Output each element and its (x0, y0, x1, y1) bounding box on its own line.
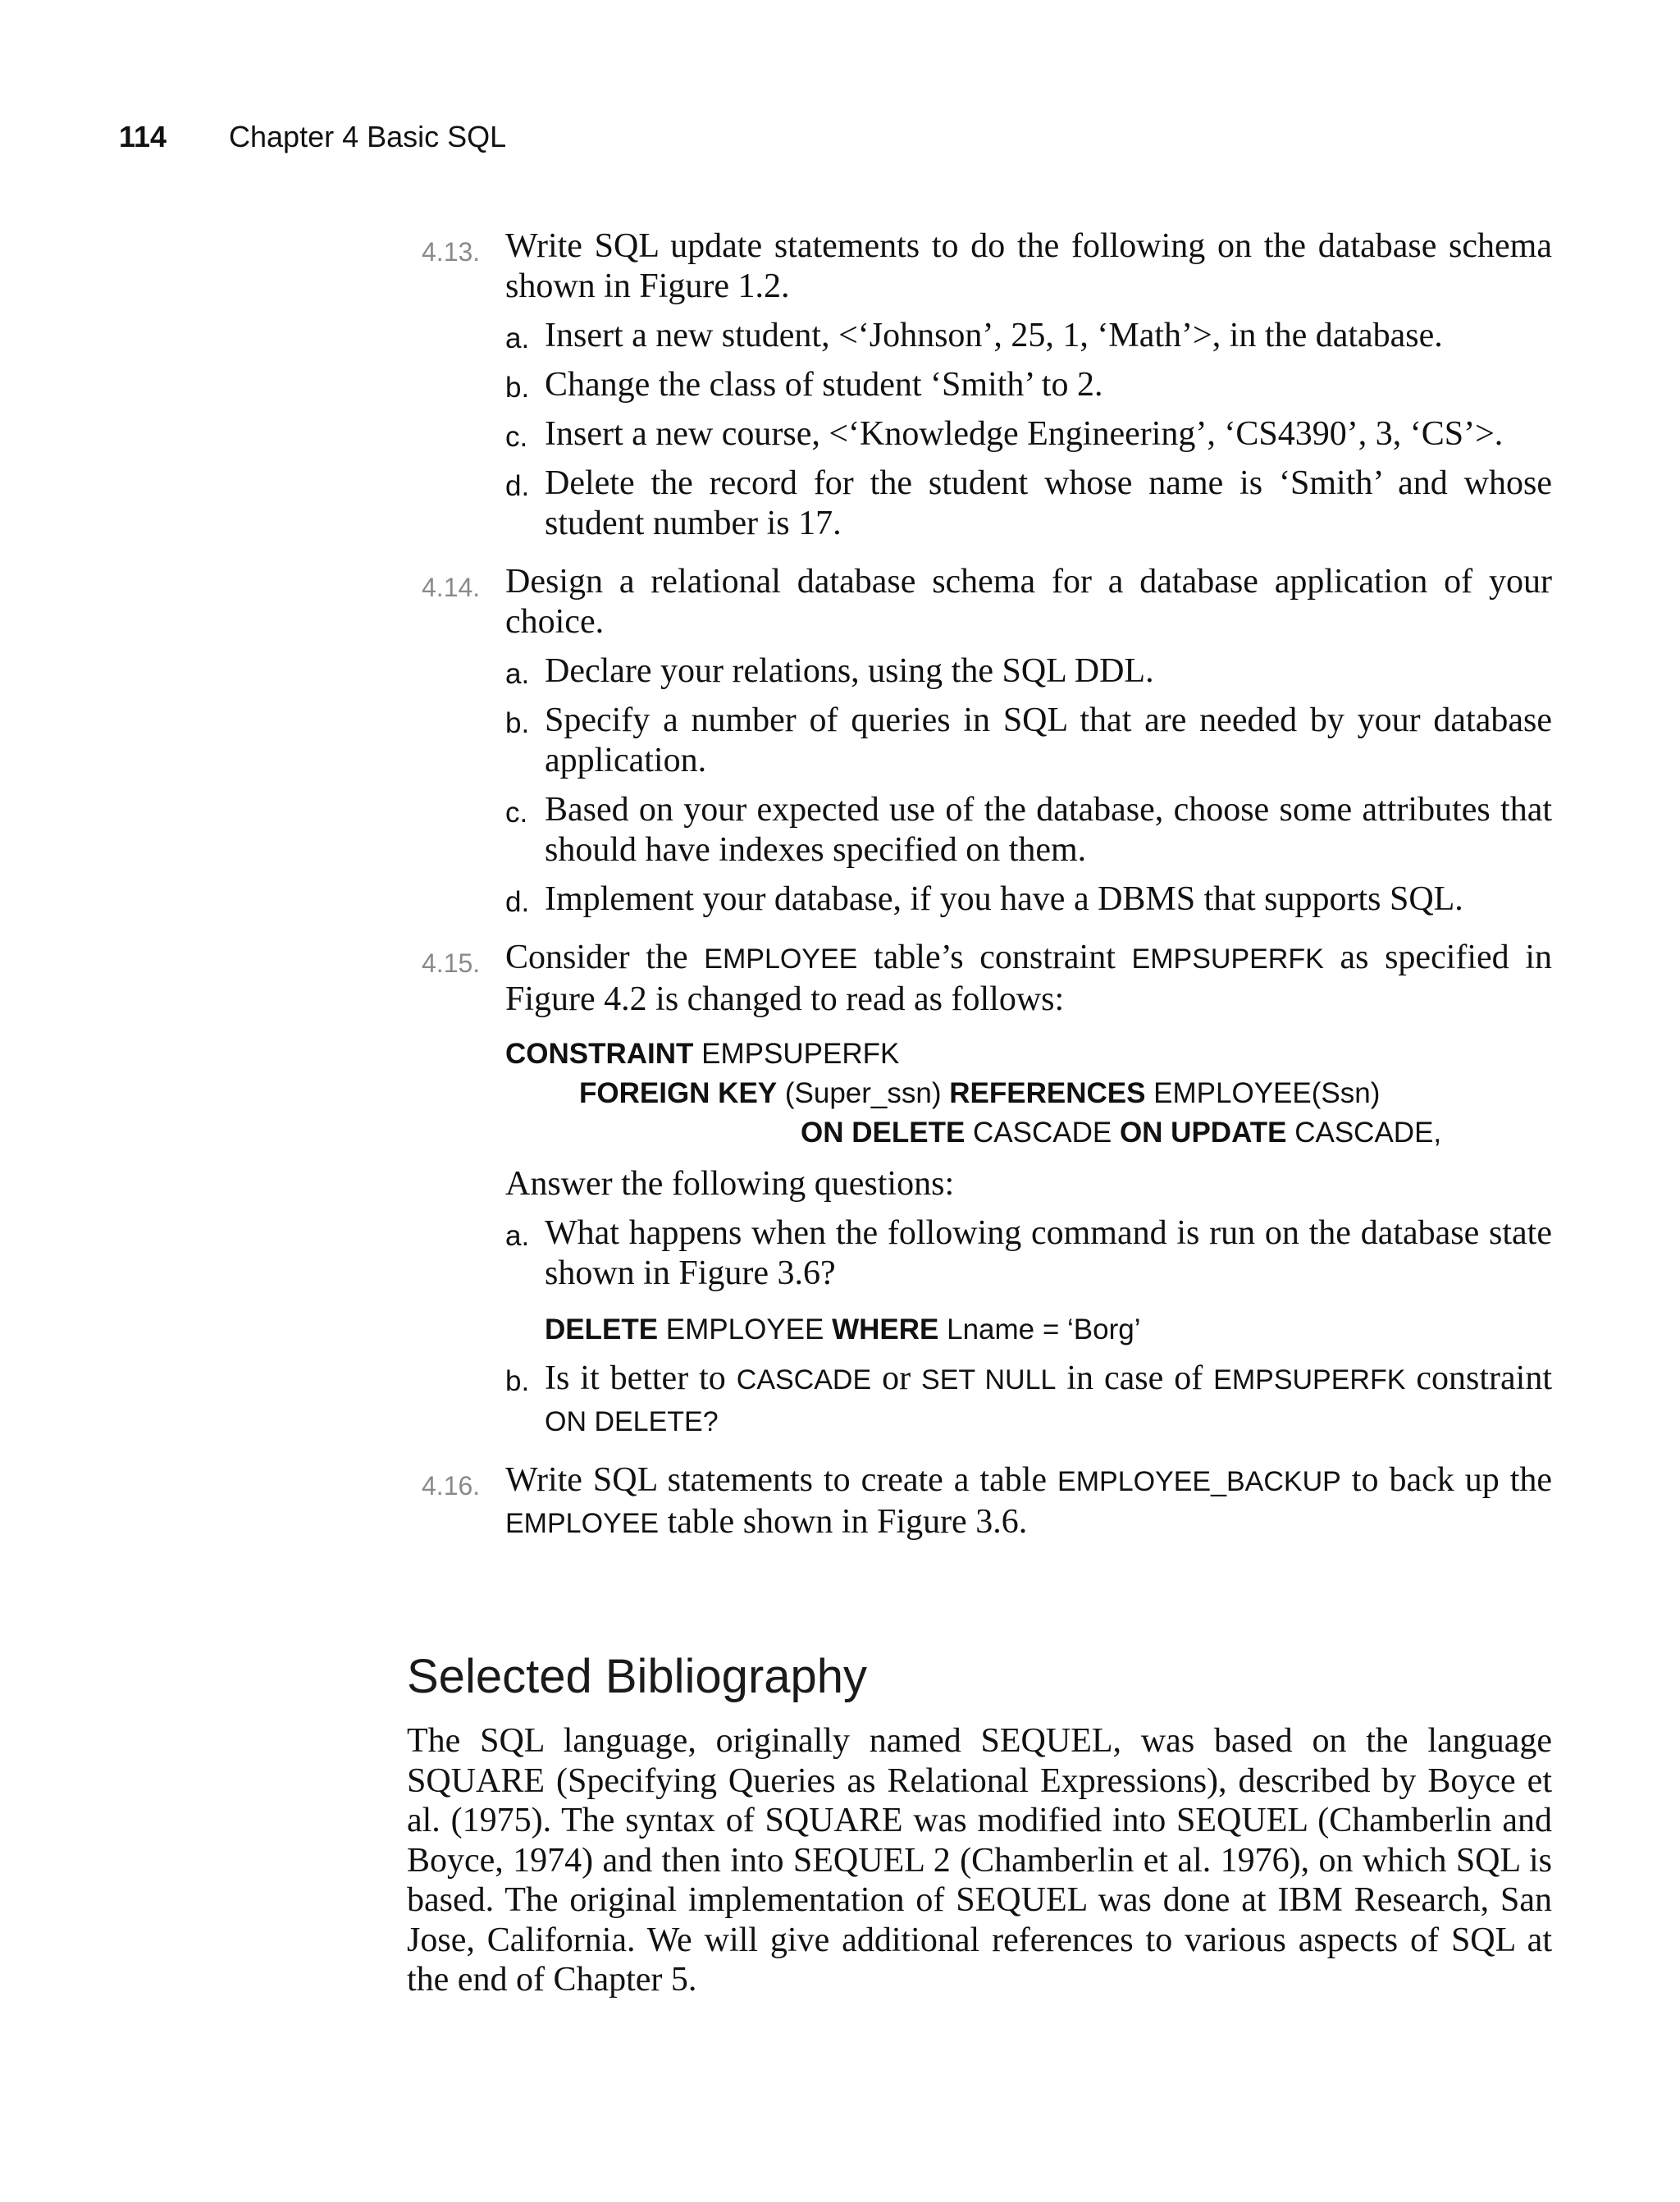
subitem-c (505, 790, 1552, 870)
code-text: EMPSUPERFK (693, 1038, 900, 1070)
subitem-d (505, 879, 1552, 920)
text-run: Write SQL statements to create a table (505, 1461, 1058, 1499)
subitem-label: d. (505, 886, 530, 918)
exercise-text (505, 1460, 1552, 1544)
subitem-b (505, 365, 1552, 405)
sql-keyword: DELETE (545, 1313, 659, 1345)
table-name: EMPLOYEE_BACKUP (1057, 1466, 1341, 1497)
exercise-number: 4.14. (422, 573, 481, 602)
exercise-text: Design a relational database schema for a database application of your choice. (505, 563, 1552, 641)
subitem-label: b. (505, 372, 530, 404)
sql-keyword: FOREIGN KEY (579, 1077, 778, 1109)
subitem-label: b. (505, 1365, 530, 1397)
text-run: as specified in Figure 4.2 is changed to read as follows: (505, 939, 1553, 1018)
sql-keyword: ON UPDATE (1119, 1117, 1287, 1149)
text-run: to back up the (1340, 1461, 1553, 1499)
subitem-text: Specify a number of queries in SQL that are needed by your database application. (545, 701, 1552, 779)
subitem-label: a. (505, 658, 530, 690)
subitem-a (505, 1213, 1552, 1294)
subitem-text: Change the class of student ‘Smith’ to 2. (545, 366, 1103, 404)
sql-term: SET NULL (921, 1364, 1057, 1396)
subitem-text: Declare your relations, using the SQL DDL. (545, 652, 1154, 690)
code-text: EMPLOYEE (658, 1313, 833, 1345)
subitem-text: What happens when the following command is run on the database state shown in Figure 3.6? (545, 1214, 1552, 1292)
page-number: 114 (119, 120, 167, 153)
running-title: Chapter 4 Basic SQL (229, 120, 507, 153)
code-block (505, 1035, 1552, 1153)
sql-keyword: REFERENCES (949, 1077, 1146, 1109)
bibliography-paragraph: The SQL language, originally named SEQUEL, was based on the language SQUARE (Specifying Queries as Relational Expressions), described by Boyce et al. (1975). The syntax of SQUARE was modified into SEQUEL (Chamberlin and Boyce, 1974) and then into SEQUEL 2 (Chamberlin et al. 1976), on which SQL is based. The original implementation of SEQUEL was done at IBM Research, San Jose, California. We will give additional references to various aspects of SQL at the end of Chapter 5. (407, 1722, 1552, 1999)
subitem-label: a. (505, 1220, 530, 1252)
subitem-text: Implement your database, if you have a DBMS that supports SQL. (545, 880, 1463, 918)
exercise-4-13 (407, 226, 1552, 544)
table-name: EMPLOYEE (505, 1508, 660, 1539)
exercise-4-14 (407, 562, 1552, 920)
exercises (407, 226, 1552, 1562)
code-text: EMPLOYEE(Ssn) (1145, 1077, 1381, 1109)
text-run: table shown in Figure 3.6. (659, 1503, 1028, 1541)
answer-prompt: Answer the following questions: (505, 1165, 955, 1203)
exercise-text: Write SQL update statements to do the following on the database schema shown in Figure 1.2. (505, 227, 1552, 305)
subitem-label: c. (505, 797, 528, 829)
exercise-4-16 (407, 1460, 1552, 1544)
sql-term: ON DELETE? (545, 1406, 719, 1437)
subitem-d (505, 464, 1552, 544)
subitem-text: Insert a new student, <‘Johnson’, 25, 1, ‘Math’>, in the database. (545, 317, 1443, 354)
exercise-4-15 (407, 938, 1552, 1442)
sql-keyword: CONSTRAINT (505, 1038, 694, 1070)
constraint-name: EMPSUPERFK (1131, 943, 1324, 975)
subitem-label: d. (505, 470, 530, 502)
text-run: table’s constraint (857, 939, 1132, 976)
subitem-text: Based on your expected use of the database, choose some attributes that should have indexes specified on them. (545, 791, 1552, 869)
text-run: in case of (1056, 1359, 1214, 1397)
text-run: Is it better to (545, 1359, 737, 1397)
text-run: constraint (1405, 1359, 1552, 1397)
delete-statement (505, 1310, 1552, 1350)
subitem-c (505, 414, 1552, 455)
subitem-b (505, 701, 1552, 781)
exercise-number: 4.15. (422, 948, 481, 978)
subitem-text: Delete the record for the student whose name is ‘Smith’ and whose student number is 17. (545, 464, 1552, 542)
sql-term: CASCADE (736, 1364, 872, 1396)
exercise-text (505, 938, 1552, 1020)
sql-keyword: ON DELETE (801, 1117, 966, 1149)
section-heading: Selected Bibliography (407, 1650, 868, 1703)
code-text: CASCADE (965, 1117, 1120, 1149)
text-run: Consider the (505, 939, 705, 976)
exercise-number: 4.16. (422, 1471, 481, 1501)
exercise-number: 4.13. (422, 237, 481, 267)
code-line-3 (505, 1113, 1552, 1153)
subitem-label: a. (505, 322, 530, 354)
code-text: CASCADE, (1286, 1117, 1442, 1149)
code-text: (Super_ssn) (777, 1077, 950, 1109)
constraint-name: EMPSUPERFK (1213, 1364, 1406, 1396)
subitem-b (505, 1359, 1552, 1442)
subitem-a (505, 651, 1552, 692)
code-line-1 (505, 1035, 1552, 1074)
subitem-label: c. (505, 421, 528, 453)
subitem-text: Insert a new course, <‘Knowledge Engineering’, ‘CS4390’, 3, ‘CS’>. (545, 415, 1504, 453)
code-text: Lname = ‘Borg’ (938, 1313, 1141, 1345)
table-name: EMPLOYEE (704, 943, 858, 975)
subitem-label: b. (505, 707, 530, 739)
subitem-a (505, 316, 1552, 356)
sql-keyword: WHERE (832, 1313, 939, 1345)
code-line-2 (505, 1074, 1552, 1113)
running-header (119, 120, 506, 154)
text-run: or (871, 1359, 922, 1397)
